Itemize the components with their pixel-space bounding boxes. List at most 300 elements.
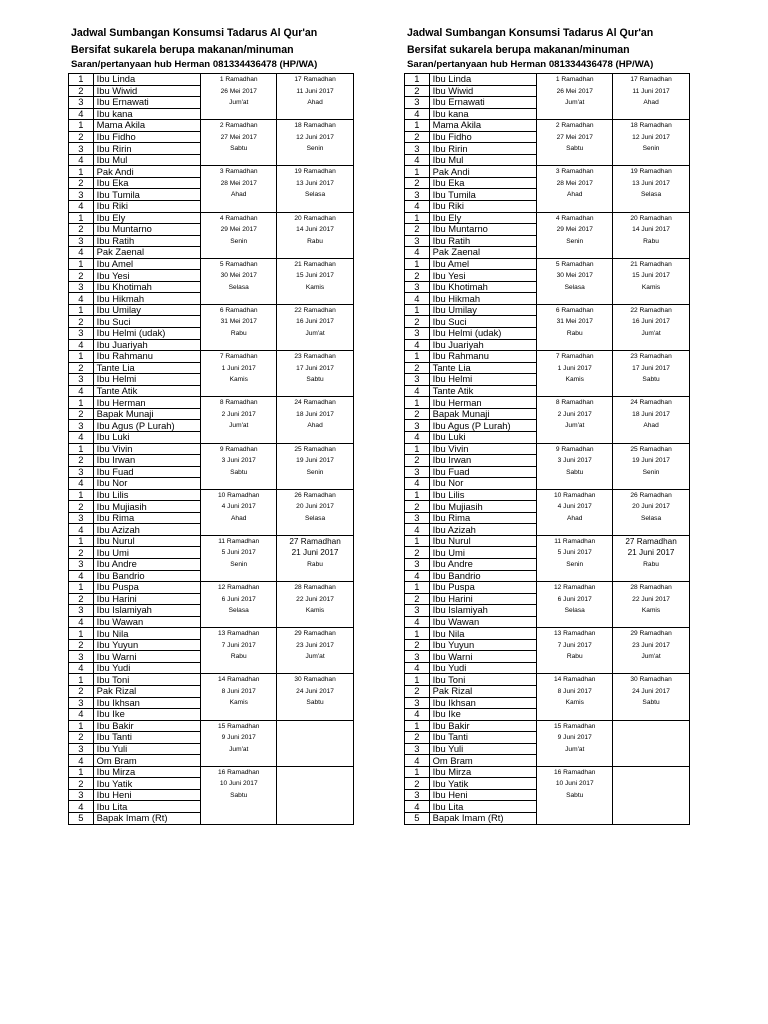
schedule-table <box>404 73 690 825</box>
calendar-date: 26 Mei 2017 <box>220 87 257 95</box>
ramadhan-day: 3 Ramadhan <box>219 168 258 176</box>
schedule-date-second <box>613 766 690 824</box>
table-row <box>69 397 354 409</box>
row-number: 2 <box>69 362 94 374</box>
row-number: 4 <box>69 524 94 536</box>
row-number: 2 <box>69 732 94 744</box>
schedule-date-first <box>201 535 277 581</box>
contributor-name: Ibu Fuad <box>93 466 201 478</box>
contributor-name: Ibu Ikhsan <box>429 697 537 709</box>
ramadhan-day: 14 Ramadhan <box>218 676 260 684</box>
schedule-contact: Saran/pertanyaan hub Herman 081334436478 (HP/WA) <box>407 59 654 70</box>
calendar-date: 6 Juni 2017 <box>221 595 256 603</box>
ramadhan-day: 5 Ramadhan <box>555 260 594 268</box>
ramadhan-day: 2 Ramadhan <box>555 122 594 130</box>
schedule-date-first <box>537 443 613 489</box>
row-number: 2 <box>405 593 430 605</box>
table-row <box>69 582 354 594</box>
ramadhan-day: 17 Ramadhan <box>294 76 336 83</box>
contributor-name: Ibu Nila <box>429 628 537 640</box>
row-number: 4 <box>405 247 430 259</box>
schedule-date-second <box>613 74 690 120</box>
ramadhan-day: 15 Ramadhan <box>554 722 596 730</box>
row-number: 4 <box>69 293 94 305</box>
calendar-date: 8 Juni 2017 <box>221 687 256 695</box>
row-number: 2 <box>69 131 94 143</box>
row-number: 5 <box>405 813 430 825</box>
calendar-date: 28 Mei 2017 <box>220 179 257 187</box>
weekday: Kamis <box>305 283 325 291</box>
weekday: Sabtu <box>230 468 248 476</box>
row-number: 1 <box>405 628 430 640</box>
contributor-name: Ibu Warni <box>429 651 537 663</box>
ramadhan-day: 5 Ramadhan <box>219 260 258 268</box>
weekday: Ahad <box>643 99 659 106</box>
calendar-date: 21 Juni 2017 <box>291 548 339 558</box>
ramadhan-day: 13 Ramadhan <box>218 630 260 638</box>
contributor-name: Ibu Rima <box>429 512 537 524</box>
row-number: 4 <box>69 709 94 721</box>
row-number: 3 <box>69 97 94 109</box>
weekday: Sabtu <box>566 791 584 799</box>
weekday: Kamis <box>565 699 584 707</box>
contributor-name: Ibu Andre <box>429 558 537 570</box>
weekday: Jum'at <box>565 422 585 430</box>
ramadhan-day: 25 Ramadhan <box>630 445 672 453</box>
contributor-name: Ibu Yesi <box>93 270 201 282</box>
row-number: 4 <box>69 662 94 674</box>
row-number: 4 <box>405 339 430 351</box>
contributor-name: Ibu Wiwid <box>429 85 537 97</box>
table-row <box>405 443 690 455</box>
row-number: 4 <box>405 524 430 536</box>
contributor-name: Ibu Yudi <box>93 662 201 674</box>
row-number: 3 <box>69 328 94 340</box>
ramadhan-day: 10 Ramadhan <box>554 491 596 499</box>
contributor-name: Ibu kana <box>429 108 537 120</box>
calendar-date: 22 Juni 2017 <box>632 595 670 603</box>
schedule-date-first <box>201 443 277 489</box>
contributor-name: Ibu Luki <box>93 431 201 443</box>
row-number: 4 <box>69 108 94 120</box>
ramadhan-day: 9 Ramadhan <box>219 445 258 453</box>
schedule-date-first <box>201 304 277 350</box>
ramadhan-day: 26 Ramadhan <box>630 491 672 499</box>
table-row <box>405 489 690 501</box>
schedule-date-second <box>613 582 690 628</box>
contributor-name: Ibu Yatik <box>429 778 537 790</box>
ramadhan-day: 27 Ramadhan <box>625 536 677 546</box>
ramadhan-day: 23 Ramadhan <box>294 353 336 361</box>
calendar-date: 1 Juni 2017 <box>557 364 592 372</box>
weekday: Selasa <box>564 607 585 615</box>
schedule-date-first <box>201 628 277 674</box>
contributor-name: Tante Atik <box>93 385 201 397</box>
ramadhan-day: 16 Ramadhan <box>554 768 596 776</box>
calendar-date: 7 Juni 2017 <box>221 641 256 649</box>
contributor-name: Ibu Heni <box>429 789 537 801</box>
table-row <box>405 535 690 547</box>
weekday: Selasa <box>228 607 249 615</box>
row-number: 1 <box>69 74 94 86</box>
contributor-name: Ibu Lilis <box>429 489 537 501</box>
weekday: Rabu <box>230 329 247 337</box>
calendar-date: 19 Juni 2017 <box>632 457 670 464</box>
schedule-date-second <box>277 720 354 766</box>
contributor-name: Ibu Rahmanu <box>429 351 537 363</box>
schedule-date-first <box>537 582 613 628</box>
calendar-date: 2 Juni 2017 <box>557 410 592 418</box>
calendar-date: 7 Juni 2017 <box>557 641 592 649</box>
contributor-name: Ibu Bakir <box>93 720 201 732</box>
contributor-name: Ibu Ely <box>429 212 537 224</box>
row-number: 3 <box>405 97 430 109</box>
contributor-name: Ibu Nila <box>93 628 201 640</box>
table-row <box>69 74 354 86</box>
calendar-date: 10 Juni 2017 <box>555 780 594 788</box>
contributor-name: Ibu Toni <box>429 674 537 686</box>
weekday: Senin <box>306 468 324 476</box>
weekday: Jum'at <box>641 653 661 661</box>
schedule-date-second <box>613 120 690 166</box>
ramadhan-day: 7 Ramadhan <box>555 353 594 361</box>
ramadhan-day: 20 Ramadhan <box>630 214 672 222</box>
calendar-date: 29 Mei 2017 <box>220 226 257 234</box>
contributor-name: Tante Lia <box>429 362 537 374</box>
ramadhan-day: 3 Ramadhan <box>555 168 594 176</box>
table-row <box>405 397 690 409</box>
schedule-contact: Saran/pertanyaan hub Herman 081334436478 (HP/WA) <box>71 59 318 70</box>
calendar-date: 12 Juni 2017 <box>632 133 670 141</box>
table-row <box>405 766 690 778</box>
row-number: 2 <box>69 547 94 559</box>
contributor-name: Ibu Rahmanu <box>93 351 201 363</box>
row-number: 4 <box>405 801 430 813</box>
contributor-name: Ibu Tanti <box>93 732 201 744</box>
contributor-name: Ibu Azizah <box>93 524 201 536</box>
calendar-date: 14 Juni 2017 <box>296 226 334 234</box>
contributor-name: Ibu Nor <box>429 478 537 490</box>
contributor-name: Ibu Mirza <box>429 766 537 778</box>
table-row <box>69 443 354 455</box>
calendar-date: 29 Mei 2017 <box>556 226 593 234</box>
calendar-date: 21 Juni 2017 <box>627 548 675 558</box>
weekday: Kamis <box>565 376 584 384</box>
weekday: Ahad <box>567 514 583 522</box>
calendar-date: 24 Juni 2017 <box>296 687 334 695</box>
contributor-name: Ibu Bandrio <box>429 570 537 582</box>
row-number: 3 <box>69 651 94 663</box>
row-number: 3 <box>405 789 430 801</box>
row-number: 1 <box>69 674 94 686</box>
calendar-date: 2 Juni 2017 <box>221 410 256 418</box>
contributor-name: Ibu Amel <box>429 258 537 270</box>
ramadhan-day: 21 Ramadhan <box>294 260 336 268</box>
row-number: 2 <box>69 685 94 697</box>
schedule-date-second <box>613 720 690 766</box>
contributor-name: Ibu Yuli <box>429 743 537 755</box>
contributor-name: Ibu Helmi <box>93 374 201 386</box>
row-number: 2 <box>69 455 94 467</box>
contributor-name: Ibu Umilay <box>429 304 537 316</box>
weekday: Sabtu <box>642 376 660 384</box>
contributor-name: Ibu Muntarno <box>93 224 201 236</box>
contributor-name: Ibu Riki <box>93 201 201 213</box>
contributor-name: Pak Rizal <box>429 685 537 697</box>
weekday: Selasa <box>640 191 662 199</box>
schedule-date-first <box>201 766 277 824</box>
table-row <box>405 166 690 178</box>
calendar-date: 31 Mei 2017 <box>220 318 257 326</box>
schedule-date-first <box>537 674 613 720</box>
schedule-date-second <box>613 443 690 489</box>
schedule-date-first <box>537 489 613 535</box>
contributor-name: Ibu kana <box>93 108 201 120</box>
row-number: 1 <box>69 582 94 594</box>
row-number: 1 <box>405 720 430 732</box>
row-number: 4 <box>69 431 94 443</box>
contributor-name: Ibu Helmi (udak) <box>93 328 201 340</box>
contributor-name: Ibu Wiwid <box>93 85 201 97</box>
schedule-date-first <box>201 489 277 535</box>
calendar-date: 19 Juni 2017 <box>296 457 334 464</box>
row-number: 4 <box>405 201 430 213</box>
calendar-date: 23 Juni 2017 <box>296 641 334 649</box>
schedule-date-second <box>277 166 354 212</box>
contributor-name: Ibu Suci <box>429 316 537 328</box>
row-number: 2 <box>405 224 430 236</box>
row-number: 2 <box>405 547 430 559</box>
calendar-date: 18 Juni 2017 <box>632 410 670 418</box>
schedule-date-first <box>537 166 613 212</box>
ramadhan-day: 22 Ramadhan <box>294 306 336 314</box>
ramadhan-day: 28 Ramadhan <box>630 584 672 592</box>
contributor-name: Tante Lia <box>93 362 201 374</box>
weekday: Senin <box>566 560 584 568</box>
row-number: 1 <box>69 720 94 732</box>
row-number: 1 <box>405 351 430 363</box>
contributor-name: Ibu Bandrio <box>93 570 201 582</box>
row-number: 4 <box>69 801 94 813</box>
row-number: 1 <box>69 443 94 455</box>
contributor-name: Ibu Hikmah <box>429 293 537 305</box>
contributor-name: Ibu Umilay <box>93 304 201 316</box>
row-number: 3 <box>405 512 430 524</box>
contributor-name: Ibu Ririn <box>93 143 201 155</box>
contributor-name: Bapak Munaji <box>93 408 201 420</box>
row-number: 4 <box>69 247 94 259</box>
contributor-name: Pak Andi <box>429 166 537 178</box>
schedule-date-first <box>537 351 613 397</box>
row-number: 1 <box>69 212 94 224</box>
row-number: 4 <box>405 478 430 490</box>
schedule-date-first <box>537 304 613 350</box>
schedule-date-first <box>201 74 277 120</box>
row-number: 1 <box>405 489 430 501</box>
ramadhan-day: 8 Ramadhan <box>555 399 594 407</box>
ramadhan-day: 20 Ramadhan <box>294 214 336 222</box>
contributor-name: Ibu Wawan <box>429 616 537 628</box>
contributor-name: Pak Zaenal <box>429 247 537 259</box>
contributor-name: Ibu Yuyun <box>93 639 201 651</box>
contributor-name: Bapak Imam (Rt) <box>429 813 537 825</box>
ramadhan-day: 8 Ramadhan <box>219 399 258 407</box>
schedule-date-first <box>201 212 277 258</box>
weekday: Jum'at <box>565 99 585 106</box>
contributor-name: Ibu Agus (P Lurah) <box>93 420 201 432</box>
schedule-date-first <box>537 628 613 674</box>
table-row <box>69 351 354 363</box>
contributor-name: Ibu Herman <box>429 397 537 409</box>
ramadhan-day: 1 Ramadhan <box>219 76 258 83</box>
contributor-name: Ibu Yudi <box>429 662 537 674</box>
row-number: 1 <box>69 397 94 409</box>
contributor-name: Pak Zaenal <box>93 247 201 259</box>
contributor-name: Ibu Puspa <box>429 582 537 594</box>
table-row <box>69 535 354 547</box>
weekday: Senin <box>230 237 248 245</box>
contributor-name: Ibu Andre <box>93 558 201 570</box>
table-row <box>405 212 690 224</box>
contributor-name: Ibu Azizah <box>429 524 537 536</box>
schedule-date-second <box>277 674 354 720</box>
schedule-date-first <box>201 720 277 766</box>
ramadhan-day: 18 Ramadhan <box>294 122 336 130</box>
contributor-name: Bapak Imam (Rt) <box>93 813 201 825</box>
row-number: 3 <box>69 143 94 155</box>
schedule-date-second <box>277 397 354 443</box>
row-number: 3 <box>69 743 94 755</box>
row-number: 2 <box>69 270 94 282</box>
row-number: 3 <box>405 420 430 432</box>
weekday: Sabtu <box>306 376 324 384</box>
schedule-date-second <box>277 628 354 674</box>
weekday: Sabtu <box>230 145 248 153</box>
calendar-date: 18 Juni 2017 <box>296 410 334 418</box>
ramadhan-day: 13 Ramadhan <box>554 630 596 638</box>
calendar-date: 17 Juni 2017 <box>296 364 334 372</box>
contributor-name: Om Bram <box>93 755 201 767</box>
contributor-name: Ibu Ikhsan <box>93 697 201 709</box>
weekday: Senin <box>642 145 660 153</box>
calendar-date: 9 Juni 2017 <box>221 734 256 742</box>
calendar-date: 22 Juni 2017 <box>296 595 334 603</box>
ramadhan-day: 25 Ramadhan <box>294 445 336 453</box>
ramadhan-day: 19 Ramadhan <box>630 168 672 176</box>
contributor-name: Ibu Yesi <box>429 270 537 282</box>
row-number: 3 <box>405 281 430 293</box>
ramadhan-day: 24 Ramadhan <box>630 399 672 407</box>
row-number: 1 <box>405 166 430 178</box>
schedule-date-second <box>277 120 354 166</box>
weekday: Ahad <box>231 191 247 199</box>
calendar-date: 11 Juni 2017 <box>632 87 670 95</box>
table-row <box>69 766 354 778</box>
row-number: 1 <box>405 397 430 409</box>
row-number: 1 <box>69 766 94 778</box>
contributor-name: Ibu Umi <box>429 547 537 559</box>
calendar-date: 5 Juni 2017 <box>221 549 256 557</box>
weekday: Sabtu <box>566 468 584 476</box>
row-number: 4 <box>405 616 430 628</box>
calendar-date: 28 Mei 2017 <box>556 179 593 187</box>
calendar-date: 9 Juni 2017 <box>557 734 592 742</box>
contributor-name: Ibu Ely <box>93 212 201 224</box>
row-number: 4 <box>69 755 94 767</box>
contributor-name: Ibu Khotimah <box>429 281 537 293</box>
contributor-name: Ibu Mujiasih <box>429 501 537 513</box>
row-number: 2 <box>69 593 94 605</box>
contributor-name: Ibu Fuad <box>429 466 537 478</box>
weekday: Rabu <box>643 560 659 568</box>
contributor-name: Ibu Nor <box>93 478 201 490</box>
calendar-date: 27 Mei 2017 <box>556 133 593 141</box>
ramadhan-day: 22 Ramadhan <box>630 306 672 314</box>
row-number: 1 <box>405 582 430 594</box>
schedule-date-second <box>277 74 354 120</box>
contributor-name: Ibu Bakir <box>429 720 537 732</box>
row-number: 1 <box>405 674 430 686</box>
contributor-name: Bapak Munaji <box>429 408 537 420</box>
calendar-date: 24 Juni 2017 <box>632 687 670 695</box>
row-number: 3 <box>405 374 430 386</box>
row-number: 4 <box>69 154 94 166</box>
schedule-title: Jadwal Sumbangan Konsumsi Tadarus Al Qur'an <box>71 27 318 39</box>
row-number: 2 <box>405 177 430 189</box>
row-number: 4 <box>405 709 430 721</box>
row-number: 3 <box>405 605 430 617</box>
ramadhan-day: 30 Ramadhan <box>294 676 336 684</box>
contributor-name: Ibu Heni <box>93 789 201 801</box>
schedule-date-first <box>537 120 613 166</box>
row-number: 2 <box>69 778 94 790</box>
weekday: Ahad <box>231 514 247 522</box>
row-number: 2 <box>405 639 430 651</box>
row-number: 3 <box>405 697 430 709</box>
table-row <box>69 489 354 501</box>
calendar-date: 4 Juni 2017 <box>221 503 256 511</box>
contributor-name: Om Bram <box>429 755 537 767</box>
schedule-date-second <box>613 535 690 581</box>
row-number: 2 <box>405 362 430 374</box>
row-number: 1 <box>69 304 94 316</box>
contributor-name: Ibu Irwan <box>429 455 537 467</box>
weekday: Rabu <box>307 560 323 568</box>
contributor-name: Ibu Mul <box>429 154 537 166</box>
schedule-date-second <box>613 628 690 674</box>
row-number: 4 <box>405 293 430 305</box>
contributor-name: Ibu Ike <box>429 709 537 721</box>
weekday: Rabu <box>307 237 323 245</box>
calendar-date: 12 Juni 2017 <box>296 133 334 141</box>
row-number: 2 <box>405 732 430 744</box>
weekday: Selasa <box>564 283 585 291</box>
ramadhan-day: 12 Ramadhan <box>554 584 596 592</box>
calendar-date: 14 Juni 2017 <box>632 226 670 234</box>
contributor-name: Ibu Tumila <box>429 189 537 201</box>
ramadhan-day: 19 Ramadhan <box>294 168 336 176</box>
weekday: Senin <box>566 237 584 245</box>
ramadhan-day: 4 Ramadhan <box>555 214 594 222</box>
weekday: Rabu <box>230 653 247 661</box>
calendar-date: 27 Mei 2017 <box>220 133 257 141</box>
row-number: 4 <box>69 616 94 628</box>
row-number: 4 <box>69 339 94 351</box>
weekday: Sabtu <box>306 699 324 707</box>
row-number: 3 <box>405 235 430 247</box>
contributor-name: Ibu Irwan <box>93 455 201 467</box>
row-number: 4 <box>405 154 430 166</box>
